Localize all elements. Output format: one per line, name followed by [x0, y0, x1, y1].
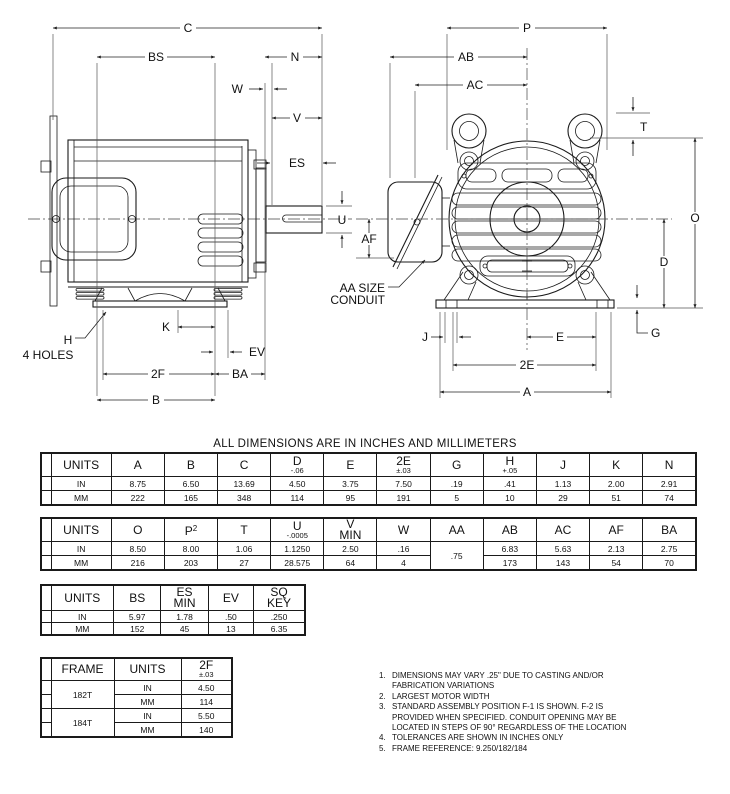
- value-cell: 54: [590, 556, 643, 571]
- dim-label-h: H: [63, 333, 73, 347]
- spacer-cell: [41, 518, 51, 542]
- value-cell: 6.83: [483, 542, 536, 556]
- dim-label-d: D: [659, 255, 669, 269]
- front-view-drawing: [330, 21, 703, 399]
- dim-label-ba: BA: [231, 367, 249, 381]
- value-cell: 4.50: [271, 477, 324, 491]
- col-header: BA: [643, 518, 696, 542]
- value-cell: .16: [377, 542, 430, 556]
- value-cell: 3.75: [324, 477, 377, 491]
- notes-list: [379, 671, 631, 754]
- value-cell: 27: [218, 556, 271, 571]
- cooling-fins: [452, 163, 601, 261]
- value-cell: 5.50: [181, 709, 232, 723]
- dim-label-k: K: [161, 320, 170, 334]
- dim-label-af: AF: [361, 232, 377, 246]
- value-cell: 74: [643, 491, 696, 506]
- col-header: AC: [536, 518, 589, 542]
- value-cell: 10: [483, 491, 536, 506]
- value-cell: 6.35: [254, 623, 305, 636]
- label-aa-size-conduit-line2: CONDUIT: [330, 293, 385, 307]
- header-row: [41, 585, 305, 611]
- col-header: ES MIN: [161, 585, 208, 611]
- side-view-drawing: [23, 21, 352, 407]
- value-cell: 152: [114, 623, 161, 636]
- dimension-table-secondary: [40, 517, 697, 571]
- dimension-table-shaft: [40, 584, 306, 636]
- dimension-table-main: [40, 452, 697, 506]
- value-cell: 6.50: [164, 477, 217, 491]
- dim-label-2e: 2E: [519, 358, 535, 372]
- spacer-cell: [41, 723, 51, 738]
- spacer-cell: [41, 491, 51, 506]
- value-cell: 51: [590, 491, 643, 506]
- table-row: [41, 611, 305, 623]
- col-header: EV: [208, 585, 253, 611]
- value-cell: 64: [324, 556, 377, 571]
- dim-label-bs: BS: [147, 50, 165, 64]
- spacer-cell: [41, 542, 51, 556]
- col-header: G: [430, 453, 483, 477]
- col-header: $P^2$: [164, 518, 217, 542]
- dim-label-u: U: [337, 213, 347, 227]
- col-header: D -.06: [271, 453, 324, 477]
- value-cell: 2.50: [324, 542, 377, 556]
- dim-label-2f: 2F: [150, 367, 166, 381]
- dim-label-j: J: [422, 330, 428, 344]
- unit-cell: IN: [114, 709, 181, 723]
- unit-cell: IN: [114, 681, 181, 695]
- value-cell: 114: [181, 695, 232, 709]
- col-header: T: [218, 518, 271, 542]
- value-cell: 2.91: [643, 477, 696, 491]
- dim-label-n: N: [290, 50, 300, 64]
- spacer-cell: [41, 611, 51, 623]
- col-header: K: [590, 453, 643, 477]
- value-cell: 45: [161, 623, 208, 636]
- dim-label-t: T: [640, 120, 648, 134]
- col-header: SQ KEY: [254, 585, 305, 611]
- col-header: U -.0005: [271, 518, 324, 542]
- frame-table: [40, 657, 233, 738]
- note-text: TOLERANCES ARE SHOWN IN INCHES ONLY: [392, 733, 564, 743]
- dim-label-ac: AC: [466, 78, 484, 92]
- table-row: [41, 542, 696, 556]
- col-header: BS: [114, 585, 161, 611]
- col-header: AB: [483, 518, 536, 542]
- table-row: [41, 623, 305, 636]
- spacer-cell: [41, 623, 51, 636]
- table-row: [41, 491, 696, 506]
- value-cell: 8.50: [111, 542, 164, 556]
- col-header: C: [218, 453, 271, 477]
- col-header: N: [643, 453, 696, 477]
- unit-cell: MM: [51, 556, 111, 571]
- dim-label-a: A: [522, 385, 532, 399]
- header-row: [41, 453, 696, 477]
- value-cell: 4: [377, 556, 430, 571]
- note-text: STANDARD ASSEMBLY POSITION F-1 IS SHOWN. F-2 IS PROVIDED WHEN SPECIFIED. CONDUIT OPENING MAY BE LOCATED IN STEPS OF 90° REGARDLESS OF THE LOCATION: [392, 702, 627, 733]
- col-header: FRAME: [51, 658, 114, 681]
- value-cell: 216: [111, 556, 164, 571]
- header-row: [41, 658, 232, 681]
- value-cell: 5: [430, 491, 483, 506]
- unit-cell: IN: [51, 542, 111, 556]
- label-aa-size-conduit-line1: AA SIZE: [339, 281, 385, 295]
- value-cell: 143: [536, 556, 589, 571]
- note-item: 2. LARGEST MOTOR WIDTH: [379, 691, 490, 701]
- dim-label-c: C: [183, 21, 193, 35]
- col-header: J: [536, 453, 589, 477]
- spacer-cell: [41, 585, 51, 611]
- value-cell: 8.00: [164, 542, 217, 556]
- spacer-cell: [41, 556, 51, 571]
- col-header: UNITS: [51, 585, 113, 611]
- note-item: 5. FRAME REFERENCE: 9.250/182/184: [379, 743, 528, 753]
- note-text: FRAME REFERENCE: 9.250/182/184: [392, 743, 528, 753]
- note-item: 1. DIMENSIONS MAY VARY .25" DUE TO CASTING AND/OR FABRICATION VARIATIONS: [379, 671, 604, 691]
- note-text: LARGEST MOTOR WIDTH: [392, 691, 490, 701]
- col-header: E: [324, 453, 377, 477]
- table-row: [41, 477, 696, 491]
- value-cell: 70: [643, 556, 696, 571]
- col-header: A: [111, 453, 164, 477]
- value-cell: 203: [164, 556, 217, 571]
- spacer-cell: [41, 695, 51, 709]
- col-header: O: [111, 518, 164, 542]
- value-cell: 5.63: [536, 542, 589, 556]
- value-cell: .19: [430, 477, 483, 491]
- unit-cell: MM: [51, 623, 113, 636]
- value-cell: 348: [218, 491, 271, 506]
- value-cell: 1.13: [536, 477, 589, 491]
- col-header: W: [377, 518, 430, 542]
- dim-label-o: O: [690, 211, 700, 225]
- col-header: 2E ±.03: [377, 453, 430, 477]
- unit-cell: MM: [114, 723, 181, 738]
- note-item: 4. TOLERANCES ARE SHOWN IN INCHES ONLY: [379, 733, 564, 743]
- col-header: UNITS: [114, 658, 181, 681]
- value-cell: 28.575: [271, 556, 324, 571]
- value-cell: 165: [164, 491, 217, 506]
- value-cell: 7.50: [377, 477, 430, 491]
- value-cell: 1.06: [218, 542, 271, 556]
- value-cell: .50: [208, 611, 253, 623]
- value-cell: .41: [483, 477, 536, 491]
- value-cell: 13: [208, 623, 253, 636]
- value-cell: 191: [377, 491, 430, 506]
- value-cell: 29: [536, 491, 589, 506]
- value-cell: 2.00: [590, 477, 643, 491]
- value-cell: 5.97: [114, 611, 161, 623]
- table-row: [41, 556, 696, 571]
- value-cell: 140: [181, 723, 232, 738]
- dim-label-ev: EV: [249, 345, 266, 359]
- col-header: AA: [430, 518, 483, 542]
- value-cell: .250: [254, 611, 305, 623]
- spacer-cell: [41, 477, 51, 491]
- note-item: 3. STANDARD ASSEMBLY POSITION F-1 IS SHOWN. F-2 IS PROVIDED WHEN SPECIFIED. CONDUIT OPENING MAY BE LOCATED IN STEPS OF 90° REGARDLESS OF THE LOCATION: [379, 702, 627, 733]
- value-cell: 1.78: [161, 611, 208, 623]
- value-cell: 95: [324, 491, 377, 506]
- value-cell: 13.69: [218, 477, 271, 491]
- dim-label-es: ES: [288, 156, 306, 170]
- dim-label-e: E: [555, 330, 565, 344]
- unit-cell: MM: [51, 491, 111, 506]
- label-4-holes: 4 HOLES: [22, 348, 74, 362]
- value-cell: 4.50: [181, 681, 232, 695]
- col-header: UNITS: [51, 453, 111, 477]
- drawing-title: ALL DIMENSIONS ARE IN INCHES AND MILLIMETERS: [213, 438, 517, 450]
- value-cell: 8.75: [111, 477, 164, 491]
- dim-label-g: G: [651, 326, 661, 340]
- col-header: 2F ±.03: [181, 658, 232, 681]
- dim-label-b: B: [151, 393, 161, 407]
- unit-cell: MM: [114, 695, 181, 709]
- unit-cell: IN: [51, 611, 113, 623]
- value-cell: 1.1250: [271, 542, 324, 556]
- unit-cell: IN: [51, 477, 111, 491]
- col-header: B: [164, 453, 217, 477]
- dim-label-p: P: [522, 21, 532, 35]
- value-cell-aa-shared: .75: [430, 542, 483, 571]
- col-header: UNITS: [51, 518, 111, 542]
- frame-cell: 182T: [51, 681, 114, 709]
- dim-label-w: W: [231, 82, 243, 96]
- value-cell: 2.13: [590, 542, 643, 556]
- note-text: DIMENSIONS MAY VARY .25" DUE TO CASTING AND/OR FABRICATION VARIATIONS: [392, 671, 604, 691]
- spacer-cell: [41, 453, 51, 477]
- value-cell: 114: [271, 491, 324, 506]
- spacer-cell: [41, 681, 51, 695]
- spacer-cell: [41, 658, 51, 681]
- dim-label-v: V: [292, 111, 302, 125]
- frame-cell: 184T: [51, 709, 114, 738]
- col-header: H +.05: [483, 453, 536, 477]
- spacer-cell: [41, 709, 51, 723]
- value-cell: 173: [483, 556, 536, 571]
- dim-label-ab: AB: [457, 50, 475, 64]
- col-header: V MIN: [324, 518, 377, 542]
- table-row: [41, 709, 232, 723]
- header-row: [41, 518, 696, 542]
- value-cell: 222: [111, 491, 164, 506]
- table-row: [41, 681, 232, 695]
- col-header: AF: [590, 518, 643, 542]
- value-cell: 2.75: [643, 542, 696, 556]
